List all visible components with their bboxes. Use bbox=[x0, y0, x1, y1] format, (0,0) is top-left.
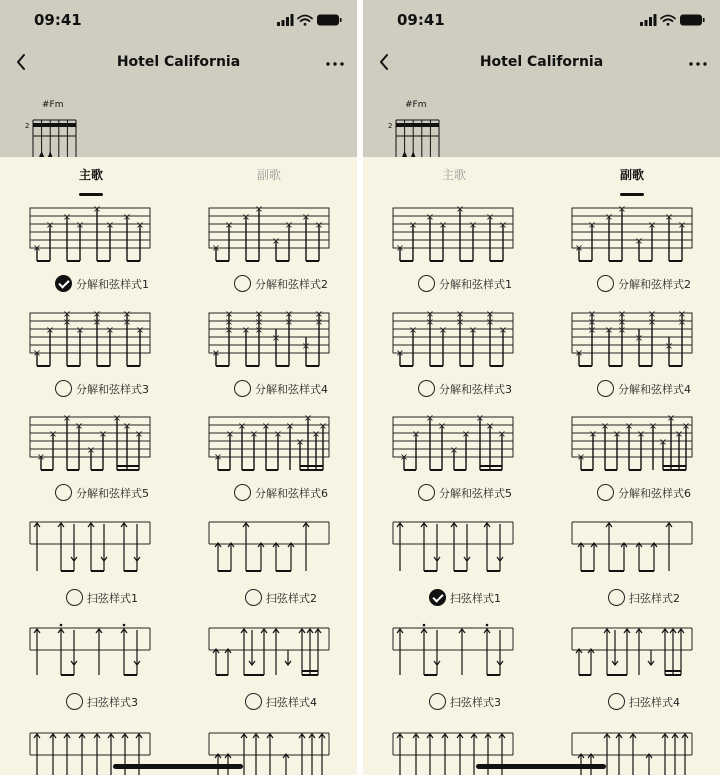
svg-text:×: × bbox=[135, 325, 145, 336]
fret-number: 2 bbox=[25, 122, 30, 130]
radio-button[interactable] bbox=[234, 380, 251, 397]
svg-text:×: × bbox=[75, 220, 85, 231]
svg-text:×: × bbox=[588, 429, 598, 440]
arpeggio-pattern-2-diagram bbox=[206, 205, 356, 271]
pattern-option-row[interactable] bbox=[27, 273, 177, 293]
svg-text:×: × bbox=[122, 310, 132, 320]
svg-text:×: × bbox=[634, 333, 644, 344]
svg-text:×: × bbox=[211, 348, 221, 359]
svg-text:×: × bbox=[475, 414, 485, 424]
pattern-label: 扫弦样式2 bbox=[629, 591, 680, 605]
svg-text:×: × bbox=[314, 220, 324, 231]
strum-pattern-2-diagram bbox=[569, 519, 719, 585]
svg-text:×: × bbox=[497, 429, 507, 440]
svg-text:×: × bbox=[62, 310, 72, 320]
chord-name: #Fm bbox=[42, 100, 64, 110]
radio-button[interactable] bbox=[66, 589, 83, 606]
tab-label: 主歌 bbox=[78, 168, 103, 182]
status-bar bbox=[0, 0, 357, 40]
pattern-option[interactable] bbox=[569, 414, 719, 504]
strum-pattern-2-diagram bbox=[206, 519, 356, 585]
svg-text:×: × bbox=[211, 243, 221, 254]
svg-text:×: × bbox=[604, 212, 614, 223]
wifi-icon bbox=[661, 16, 675, 26]
svg-text:×: × bbox=[411, 429, 421, 440]
svg-text:×: × bbox=[74, 421, 84, 432]
svg-text:×: × bbox=[285, 421, 295, 432]
svg-text:×: × bbox=[461, 429, 471, 440]
svg-text:×: × bbox=[314, 317, 324, 328]
svg-text:×: × bbox=[224, 317, 234, 328]
tab-chorus[interactable] bbox=[592, 166, 672, 183]
svg-text:×: × bbox=[271, 236, 281, 247]
battery-icon bbox=[317, 15, 342, 26]
svg-text:×: × bbox=[122, 421, 132, 432]
pattern-option-row[interactable] bbox=[390, 691, 540, 711]
svg-text:×: × bbox=[587, 220, 597, 231]
pattern-label: 分解和弦样式4 bbox=[255, 382, 328, 396]
status-bar bbox=[363, 0, 720, 40]
pattern-option[interactable] bbox=[206, 623, 356, 713]
svg-text:×: × bbox=[224, 220, 234, 231]
svg-text:×: × bbox=[122, 317, 132, 328]
pattern-option[interactable] bbox=[27, 519, 177, 609]
svg-text:×: × bbox=[249, 429, 259, 440]
pattern-option-row[interactable] bbox=[390, 378, 540, 398]
svg-text:×: × bbox=[318, 421, 328, 432]
arpeggio-pattern-6-diagram bbox=[569, 414, 719, 480]
tab-verse[interactable] bbox=[414, 166, 494, 183]
svg-text:×: × bbox=[224, 310, 234, 320]
svg-text:×: × bbox=[135, 220, 145, 231]
svg-text:×: × bbox=[468, 325, 478, 336]
pattern-option-row[interactable] bbox=[27, 378, 177, 398]
svg-text:×: × bbox=[408, 325, 418, 336]
section-tabs bbox=[363, 157, 720, 197]
radio-button[interactable] bbox=[429, 693, 446, 710]
pattern-label: 扫弦样式1 bbox=[450, 591, 501, 605]
svg-text:×: × bbox=[241, 325, 251, 336]
svg-text:×: × bbox=[75, 325, 85, 336]
svg-text:×: × bbox=[438, 220, 448, 231]
svg-text:×: × bbox=[395, 243, 405, 254]
pattern-option[interactable] bbox=[27, 310, 177, 400]
pattern-option[interactable] bbox=[390, 519, 540, 609]
pattern-option-row[interactable] bbox=[206, 378, 356, 398]
phone-screen-verse bbox=[0, 0, 357, 775]
pattern-label: 扫弦样式3 bbox=[87, 695, 138, 709]
section-tabs bbox=[0, 157, 357, 197]
radio-button[interactable] bbox=[234, 484, 251, 501]
svg-text:×: × bbox=[224, 325, 234, 336]
strum-pattern-4-diagram bbox=[569, 623, 719, 689]
svg-text:×: × bbox=[600, 421, 610, 432]
signal-icon bbox=[640, 14, 657, 26]
pattern-option-row[interactable] bbox=[27, 482, 177, 502]
svg-text:×: × bbox=[647, 317, 657, 328]
svg-text:×: × bbox=[295, 437, 305, 448]
svg-text:×: × bbox=[301, 341, 311, 352]
pattern-option-row[interactable] bbox=[569, 691, 719, 711]
arpeggio-pattern-4-diagram bbox=[569, 310, 719, 376]
tab-label: 主歌 bbox=[441, 168, 466, 182]
svg-text:×: × bbox=[48, 429, 58, 440]
svg-text:×: × bbox=[254, 317, 264, 328]
navigation-bar bbox=[363, 46, 720, 80]
svg-text:×: × bbox=[45, 325, 55, 336]
tab-indicator bbox=[620, 193, 644, 196]
svg-text:×: × bbox=[301, 212, 311, 223]
radio-button[interactable] bbox=[55, 484, 72, 501]
navigation-bar bbox=[0, 46, 357, 80]
tab-label: 副歌 bbox=[619, 168, 644, 182]
pattern-option-row[interactable] bbox=[206, 691, 356, 711]
svg-text:×: × bbox=[681, 421, 691, 432]
radio-button-checked[interactable] bbox=[429, 589, 446, 606]
svg-text:×: × bbox=[112, 414, 122, 424]
phone-screen-chorus bbox=[363, 0, 720, 775]
pattern-label: 分解和弦样式2 bbox=[618, 277, 691, 291]
song-title: Hotel California bbox=[116, 54, 241, 70]
arpeggio-pattern-2-diagram bbox=[569, 205, 719, 271]
fret-number: 2 bbox=[388, 122, 393, 130]
tab-chorus[interactable] bbox=[229, 166, 309, 183]
arpeggio-pattern-6-diagram bbox=[206, 414, 356, 480]
pattern-option-row[interactable] bbox=[206, 587, 356, 607]
svg-text:×: × bbox=[425, 317, 435, 328]
pattern-label: 扫弦样式4 bbox=[266, 695, 317, 709]
svg-text:×: × bbox=[438, 325, 448, 336]
radio-button[interactable] bbox=[66, 693, 83, 710]
pattern-option[interactable] bbox=[569, 310, 719, 400]
svg-text:×: × bbox=[303, 414, 313, 424]
svg-text:×: × bbox=[45, 220, 55, 231]
pattern-label: 扫弦样式4 bbox=[629, 695, 680, 709]
pattern-label: 分解和弦样式5 bbox=[76, 486, 149, 500]
pattern-label: 分解和弦样式6 bbox=[255, 486, 328, 500]
radio-button[interactable] bbox=[597, 275, 614, 292]
svg-text:×: × bbox=[32, 243, 42, 254]
svg-text:×: × bbox=[92, 205, 102, 215]
svg-text:×: × bbox=[617, 205, 627, 215]
svg-text:×: × bbox=[587, 310, 597, 320]
svg-text:×: × bbox=[36, 452, 46, 463]
arpeggio-pattern-3-diagram bbox=[390, 310, 540, 376]
svg-text:×: × bbox=[647, 220, 657, 231]
pattern-option[interactable] bbox=[27, 414, 177, 504]
svg-text:×: × bbox=[284, 220, 294, 231]
chord-name: #Fm bbox=[405, 100, 427, 110]
pattern-option[interactable] bbox=[27, 623, 177, 713]
chord-header-area bbox=[0, 0, 357, 157]
pattern-option[interactable] bbox=[569, 205, 719, 295]
svg-text:×: × bbox=[425, 310, 435, 320]
arpeggio-pattern-5-diagram bbox=[390, 414, 540, 480]
svg-text:×: × bbox=[677, 310, 687, 320]
status-time: 09:41 bbox=[397, 11, 445, 29]
svg-text:×: × bbox=[134, 429, 144, 440]
pattern-label: 扫弦样式1 bbox=[87, 591, 138, 605]
pattern-label: 分解和弦样式3 bbox=[76, 382, 149, 396]
radio-button[interactable] bbox=[608, 589, 625, 606]
svg-text:×: × bbox=[485, 212, 495, 223]
svg-text:×: × bbox=[664, 341, 674, 352]
pattern-option-row[interactable] bbox=[27, 691, 177, 711]
svg-text:×: × bbox=[587, 317, 597, 328]
svg-text:×: × bbox=[647, 310, 657, 320]
svg-text:×: × bbox=[408, 220, 418, 231]
arpeggio-pattern-5-diagram bbox=[27, 414, 177, 480]
svg-text:×: × bbox=[604, 325, 614, 336]
svg-text:×: × bbox=[587, 325, 597, 336]
radio-button[interactable] bbox=[418, 484, 435, 501]
svg-text:×: × bbox=[455, 310, 465, 320]
svg-text:×: × bbox=[612, 429, 622, 440]
svg-text:×: × bbox=[664, 212, 674, 223]
svg-text:×: × bbox=[485, 310, 495, 320]
pattern-option[interactable] bbox=[390, 414, 540, 504]
pattern-option-row[interactable] bbox=[206, 273, 356, 293]
pattern-option[interactable] bbox=[390, 310, 540, 400]
pattern-option[interactable] bbox=[569, 623, 719, 713]
svg-text:×: × bbox=[425, 414, 435, 424]
radio-button[interactable] bbox=[418, 275, 435, 292]
pattern-option[interactable] bbox=[206, 310, 356, 400]
svg-text:×: × bbox=[32, 348, 42, 359]
svg-text:×: × bbox=[314, 310, 324, 320]
svg-text:×: × bbox=[498, 325, 508, 336]
pattern-label: 分解和弦样式1 bbox=[439, 277, 512, 291]
pattern-option[interactable] bbox=[206, 205, 356, 295]
pattern-label: 分解和弦样式1 bbox=[76, 277, 149, 291]
pattern-option-row[interactable] bbox=[569, 587, 719, 607]
svg-text:×: × bbox=[254, 325, 264, 336]
pattern-label: 分解和弦样式3 bbox=[439, 382, 512, 396]
svg-text:×: × bbox=[311, 429, 321, 440]
pattern-option[interactable] bbox=[206, 414, 356, 504]
pattern-option-row[interactable] bbox=[569, 482, 719, 502]
svg-text:×: × bbox=[92, 317, 102, 328]
strum-pattern-4-diagram bbox=[206, 623, 356, 689]
svg-text:×: × bbox=[468, 220, 478, 231]
home-indicator[interactable] bbox=[476, 764, 606, 769]
svg-text:×: × bbox=[449, 445, 459, 456]
strum-pattern-1-diagram bbox=[27, 519, 177, 585]
radio-button[interactable] bbox=[245, 589, 262, 606]
svg-text:×: × bbox=[105, 220, 115, 231]
svg-text:×: × bbox=[399, 452, 409, 463]
svg-text:×: × bbox=[574, 348, 584, 359]
svg-text:×: × bbox=[455, 317, 465, 328]
svg-text:×: × bbox=[674, 429, 684, 440]
svg-text:×: × bbox=[284, 310, 294, 320]
svg-text:×: × bbox=[425, 212, 435, 223]
svg-text:×: × bbox=[254, 310, 264, 320]
chord-header-area bbox=[363, 0, 720, 157]
svg-text:×: × bbox=[658, 437, 668, 448]
svg-text:×: × bbox=[105, 325, 115, 336]
svg-text:×: × bbox=[213, 452, 223, 463]
more-horizontal-icon[interactable] bbox=[321, 48, 349, 76]
svg-text:×: × bbox=[666, 414, 676, 424]
song-title: Hotel California bbox=[479, 54, 604, 70]
strum-pattern-1-diagram bbox=[390, 519, 540, 585]
svg-text:×: × bbox=[617, 317, 627, 328]
svg-text:×: × bbox=[62, 212, 72, 223]
pattern-label: 分解和弦样式2 bbox=[255, 277, 328, 291]
svg-text:×: × bbox=[617, 310, 627, 320]
svg-text:×: × bbox=[284, 317, 294, 328]
svg-text:×: × bbox=[271, 333, 281, 344]
tab-verse[interactable] bbox=[51, 166, 131, 183]
radio-button[interactable] bbox=[245, 693, 262, 710]
tab-label: 副歌 bbox=[256, 168, 281, 182]
pattern-label: 分解和弦样式4 bbox=[618, 382, 691, 396]
battery-icon bbox=[680, 15, 705, 26]
arpeggio-pattern-3-diagram bbox=[27, 310, 177, 376]
svg-text:×: × bbox=[92, 310, 102, 320]
pattern-option-row[interactable] bbox=[569, 273, 719, 293]
tab-indicator bbox=[79, 193, 103, 196]
svg-text:×: × bbox=[634, 236, 644, 247]
svg-text:×: × bbox=[636, 429, 646, 440]
radio-button[interactable] bbox=[234, 275, 251, 292]
svg-text:×: × bbox=[395, 348, 405, 359]
radio-button[interactable] bbox=[418, 380, 435, 397]
svg-text:×: × bbox=[273, 429, 283, 440]
pattern-label: 分解和弦样式5 bbox=[439, 486, 512, 500]
pattern-label: 扫弦样式3 bbox=[450, 695, 501, 709]
svg-text:×: × bbox=[617, 325, 627, 336]
pattern-option[interactable] bbox=[27, 205, 177, 295]
svg-text:×: × bbox=[574, 243, 584, 254]
status-icons bbox=[277, 12, 343, 31]
svg-text:×: × bbox=[485, 317, 495, 328]
svg-text:×: × bbox=[624, 421, 634, 432]
svg-text:×: × bbox=[241, 212, 251, 223]
svg-text:×: × bbox=[225, 429, 235, 440]
radio-button[interactable] bbox=[597, 380, 614, 397]
radio-button-checked[interactable] bbox=[55, 275, 72, 292]
svg-text:×: × bbox=[437, 421, 447, 432]
radio-button[interactable] bbox=[608, 693, 625, 710]
pattern-option[interactable] bbox=[390, 623, 540, 713]
pattern-option[interactable] bbox=[206, 519, 356, 609]
pattern-option-row[interactable] bbox=[390, 273, 540, 293]
strum-pattern-3-diagram bbox=[27, 623, 177, 689]
svg-text:×: × bbox=[648, 421, 658, 432]
svg-text:×: × bbox=[576, 452, 586, 463]
pattern-option-row[interactable] bbox=[390, 587, 540, 607]
svg-text:×: × bbox=[261, 421, 271, 432]
pattern-label: 分解和弦样式6 bbox=[618, 486, 691, 500]
chord-diagram-preview bbox=[383, 96, 463, 157]
chord-diagram-preview bbox=[20, 96, 100, 157]
more-horizontal-icon[interactable] bbox=[684, 48, 712, 76]
svg-text:×: × bbox=[122, 212, 132, 223]
svg-text:×: × bbox=[677, 220, 687, 231]
radio-button[interactable] bbox=[597, 484, 614, 501]
strum-pattern-3-diagram bbox=[390, 623, 540, 689]
svg-text:×: × bbox=[498, 220, 508, 231]
svg-text:×: × bbox=[237, 421, 247, 432]
home-indicator[interactable] bbox=[113, 764, 243, 769]
pattern-label: 扫弦样式2 bbox=[266, 591, 317, 605]
svg-text:×: × bbox=[86, 445, 96, 456]
pattern-option[interactable] bbox=[390, 205, 540, 295]
wifi-icon bbox=[298, 16, 312, 26]
arpeggio-pattern-4-diagram bbox=[206, 310, 356, 376]
svg-text:×: × bbox=[677, 317, 687, 328]
pattern-option-row[interactable] bbox=[569, 378, 719, 398]
svg-text:×: × bbox=[455, 205, 465, 215]
pattern-option-row[interactable] bbox=[27, 587, 177, 607]
status-icons bbox=[640, 12, 706, 31]
svg-text:×: × bbox=[98, 429, 108, 440]
arpeggio-pattern-1-diagram bbox=[390, 205, 540, 271]
status-time: 09:41 bbox=[34, 11, 82, 29]
svg-text:×: × bbox=[62, 317, 72, 328]
svg-text:×: × bbox=[62, 414, 72, 424]
pattern-option-row[interactable] bbox=[206, 482, 356, 502]
arpeggio-pattern-1-diagram bbox=[27, 205, 177, 271]
svg-text:×: × bbox=[254, 205, 264, 215]
pattern-option[interactable] bbox=[569, 519, 719, 609]
signal-icon bbox=[277, 14, 294, 26]
pattern-option-row[interactable] bbox=[390, 482, 540, 502]
radio-button[interactable] bbox=[55, 380, 72, 397]
svg-text:×: × bbox=[485, 421, 495, 432]
